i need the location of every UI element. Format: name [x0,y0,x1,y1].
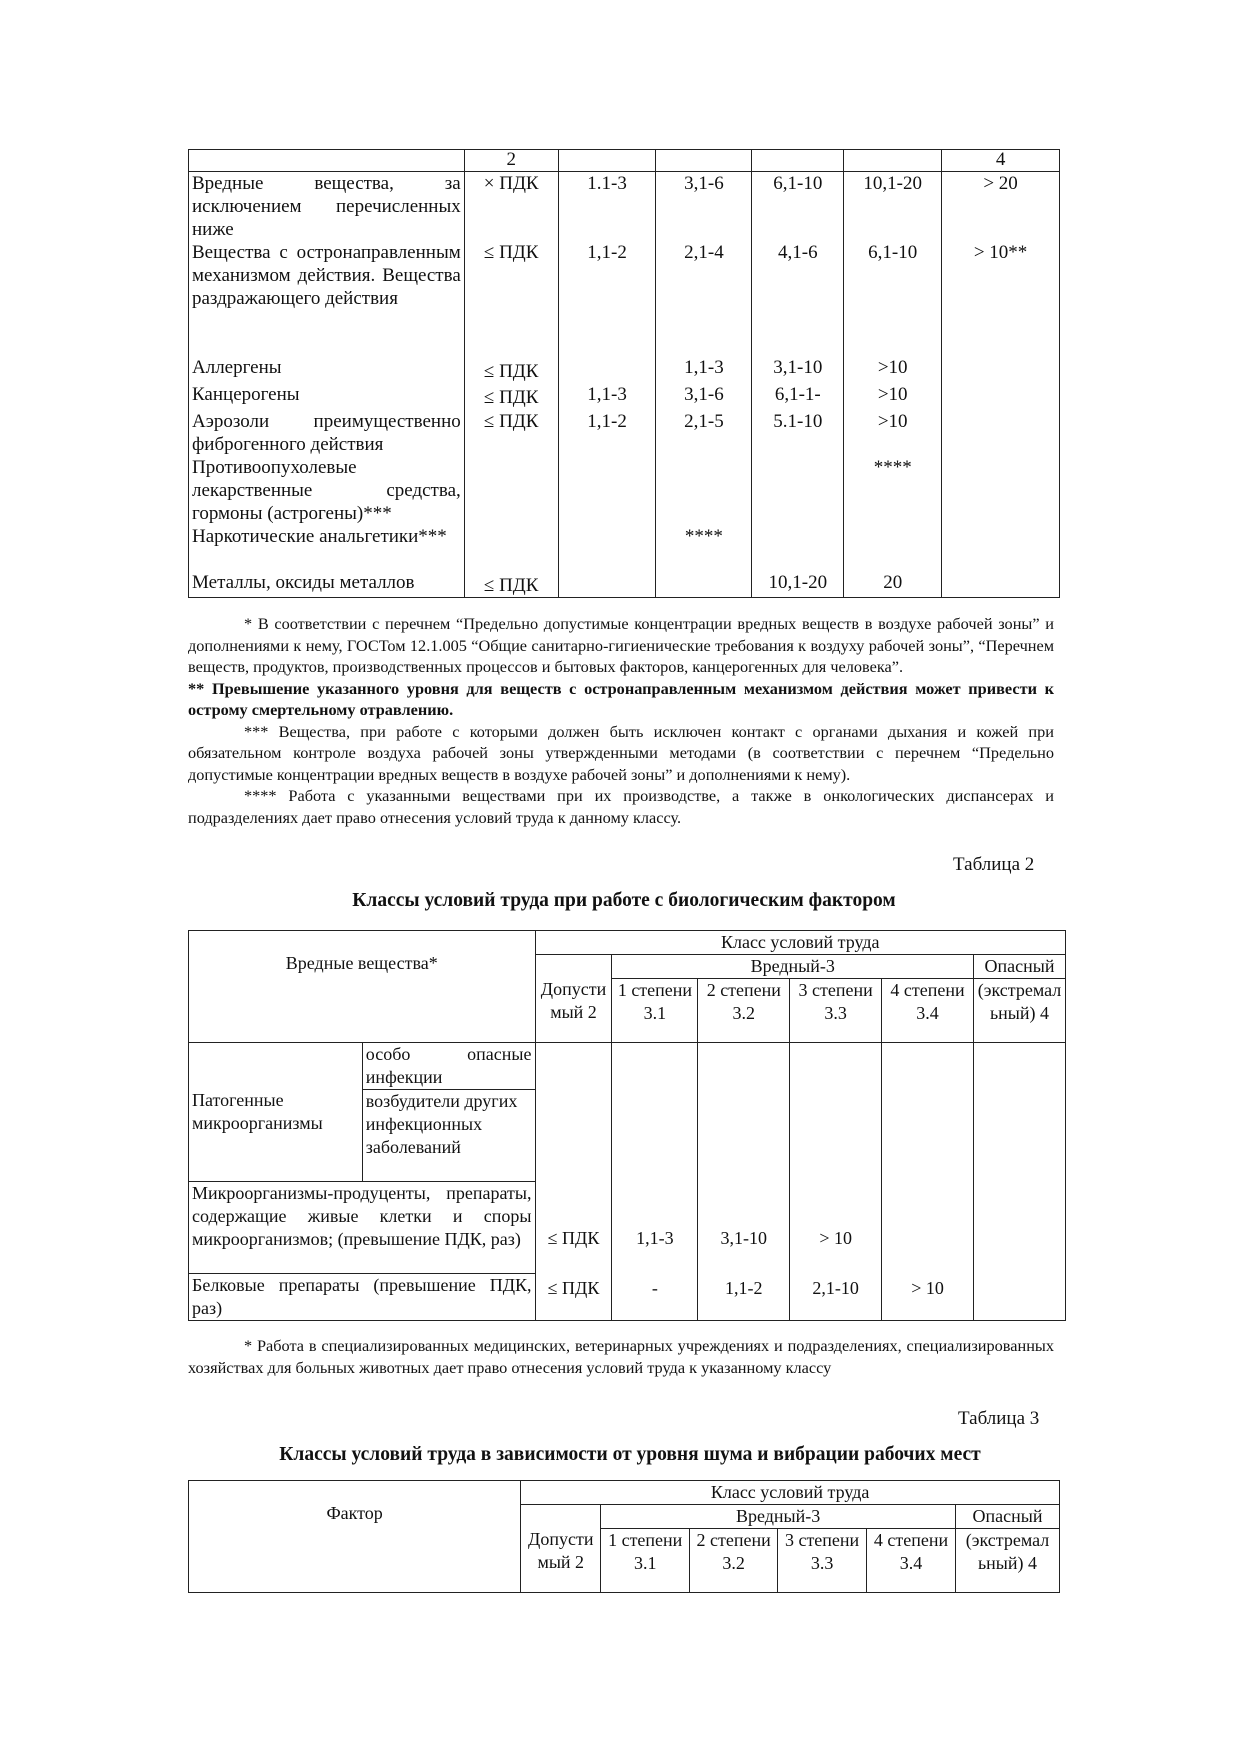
footnote-1: * В соответствии с перечнем “Предельно допустимые концентрации вредных веществ в воздухе рабочей зоны” и дополнениями к нему, ГОСТом 12.1.005 “Общие санитарно-гигиенические требования к воздуху рабочей зоны”, “Перечнем веществ, продуктов, производственных процессов и бытовых факторов, канцерогенных для человека”. [188,614,1054,676]
value-cell [942,525,1060,571]
value-cell: - [612,1274,698,1321]
substance-name: Металлы, оксиды металлов [189,571,465,598]
value-cell [942,410,1060,456]
table-row [189,241,1060,356]
footnote-3: *** Вещества, при работе с которыми должен быть исключен контакт с органами дыхания и кожей при обязательном контроле воздуха рабочей зоны утвержденными методами (в соответствии с перечнем “Предельно допустимые концентрации вредных веществ в воздухе рабочей зоны” и дополнениями к нему). [188,721,1054,784]
substance-name: Вещества с остронаправленным механизмом действия. Вещества раздражающего действия [189,241,465,356]
value-cell: 1,1-2 [558,410,656,456]
pdk-cell: ≤ ПДК [464,241,558,356]
value-cell [942,456,1060,525]
table2-footnotes [188,1335,1054,1378]
value-cell: 10,1-20 [844,172,942,242]
table2-title: Классы условий труда при работе с биологическим фактором [352,890,896,911]
value-cell: 3,1-6 [656,383,752,410]
value-cell [558,356,656,383]
value-cell: **** [656,525,752,571]
value-cell: 1,1-3 [656,356,752,383]
value-cell: 3,1-10 [698,1043,790,1274]
table-row [189,525,1060,571]
value-cell: 1.1-3 [558,172,656,242]
value-cell: 3,1-6 [656,172,752,242]
value-cell: **** [844,456,942,525]
value-cell: 1,1-3 [558,383,656,410]
header-degree-4: 4 степени 3.4 [882,979,974,1043]
pathogens-label: Патогенные микроорганизмы [189,1043,363,1182]
header-cell [558,150,656,172]
table-row [189,172,1060,242]
value-cell: > 10 [882,1274,974,1321]
value-cell: > 10** [942,241,1060,356]
value-cell: 1,1-2 [558,241,656,356]
header-degree-3: 3 степени 3.3 [790,979,882,1043]
header-allowed: Допусти мый 2 [535,955,612,1043]
substance-name: Вредные вещества, за исключением перечисленных ниже [189,172,465,242]
header-degree-2: 2 степени 3.2 [698,979,790,1043]
table-row [189,356,1060,383]
value-cell [942,571,1060,598]
header-harmful: Вредный-3 [601,1505,956,1529]
value-cell: 20 [844,571,942,598]
header-cell [844,150,942,172]
value-cell [558,525,656,571]
header-extreme: (экстремал ьный) 4 [973,979,1065,1043]
header-class: Класс условий труда [521,1481,1060,1505]
pdk-cell: ≤ ПДК [464,571,558,598]
value-cell [942,356,1060,383]
value-cell [656,456,752,525]
pdk-cell: ≤ ПДК [535,1043,612,1274]
value-cell: 2,1-4 [656,241,752,356]
pdk-cell: ≤ ПДК [464,356,558,383]
header-factor: Фактор [189,1481,521,1593]
header-degree-1: 1 степени 3.1 [612,979,698,1043]
value-cell: 1,1-3 [612,1043,698,1274]
pdk-cell [464,525,558,571]
pdk-cell: ≤ ПДК [464,383,558,410]
value-cell: 6,1-10 [752,172,844,242]
substance-name: Аллергены [189,356,465,383]
value-cell: 5.1-10 [752,410,844,456]
value-cell: >10 [844,356,942,383]
table-row [189,456,1060,525]
value-cell [942,383,1060,410]
value-cell [973,1043,1065,1321]
header-allowed: Допусти мый 2 [521,1505,601,1593]
footnote-1: * Работа в специализированных медицинских, ветеринарных учреждениях и подразделениях, специализированных хозяйствах для больных животных дает право отнесения условий труда к указанному классу [188,1336,1054,1377]
value-cell: 1,1-2 [698,1274,790,1321]
value-cell: 6,1-10 [844,241,942,356]
substance-name: Аэрозоли преимущественно фиброгенного действия [189,410,465,456]
pdk-cell: ≤ ПДК [535,1274,612,1321]
pathogen-subtype: особо опасные инфекции [362,1043,535,1090]
value-cell: 4,1-6 [752,241,844,356]
substance-name: Наркотические анальгетики*** [189,525,465,571]
hazardous-substances-table [188,149,1060,598]
substance-name: Канцерогены [189,383,465,410]
value-cell: 10,1-20 [752,571,844,598]
table2-caption: Таблица 2 [953,854,1035,875]
footnote-4: **** Работа с указанными веществами при их производстве, а также в онкологических диспансерах и подразделениях дает право отнесения условий труда к данному классу. [188,786,1054,827]
value-cell [558,456,656,525]
value-cell: >10 [844,410,942,456]
header-danger: Опасный [955,1505,1059,1529]
biological-factor-table [188,930,1066,1321]
value-cell: > 10 [790,1043,882,1274]
value-cell: 2,1-5 [656,410,752,456]
table-row [189,1274,1066,1321]
value-cell: >10 [844,383,942,410]
header-extreme: (экстремал ьный) 4 [955,1529,1059,1593]
pathogen-subtype: возбудители других инфекционных заболеваний [362,1090,535,1182]
table3-title: Классы условий труда в зависимости от уровня шума и вибрации рабочих мест [279,1444,981,1465]
value-cell [656,571,752,598]
value-cell [752,525,844,571]
header-degree-1: 1 степени 3.1 [601,1529,690,1593]
header-danger: Опасный [973,955,1065,979]
pdk-cell: ≤ ПДК [464,410,558,456]
footnote-2: ** Превышение указанного уровня для веществ с остронаправленным механизмом действия может привести к острому смертельному отравлению. [188,678,1054,719]
noise-vibration-table [188,1480,1060,1593]
value-cell [752,456,844,525]
value-cell [882,1043,974,1274]
table3-caption: Таблица 3 [958,1408,1040,1429]
table-header-row [189,1481,1060,1505]
header-cell [752,150,844,172]
header-class: Класс условий труда [535,931,1065,955]
header-substances: Вредные вещества* [189,931,536,1043]
header-degree-2: 2 степени 3.2 [690,1529,778,1593]
value-cell [558,571,656,598]
table-row [189,1043,1066,1090]
substance-name: Противоопухолевые лекарственные средства, гормоны (астрогены)*** [189,456,465,525]
header-harmful: Вредный-3 [612,955,973,979]
header-degree-4: 4 степени 3.4 [867,1529,956,1593]
table-header-row [189,931,1066,955]
pdk-cell [464,456,558,525]
pdk-cell: × ПДК [464,172,558,242]
value-cell: 6,1-1- [752,383,844,410]
value-cell: 3,1-10 [752,356,844,383]
substance-name: Белковые препараты (превышение ПДК, раз) [189,1274,536,1321]
substance-name: Микроорганизмы-продуценты, препараты, содержащие живые клетки и споры микроорганизмов; (превышение ПДК, раз) [189,1182,536,1274]
table-row [189,383,1060,410]
header-cell: 4 [942,150,1060,172]
value-cell: > 20 [942,172,1060,242]
header-cell [656,150,752,172]
header-degree-3: 3 степени 3.3 [778,1529,867,1593]
value-cell: 2,1-10 [790,1274,882,1321]
table-row [189,410,1060,456]
header-cell [189,150,465,172]
header-cell: 2 [464,150,558,172]
value-cell [844,525,942,571]
table-row [189,571,1060,598]
table-header-row [189,150,1060,172]
table1-footnotes [188,613,1054,828]
